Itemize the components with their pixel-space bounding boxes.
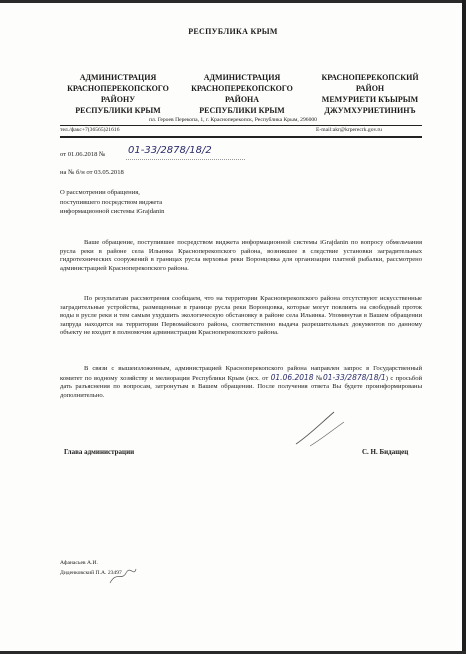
paragraph-1: Ваше обращение, поступившее посредством виджета информационной системы iGrajdanin по вопросу обмельчания русла реки в районе села Ильинка Красноперекопского района, возникшее в следствие установки заградительных гидротехнических сооружений в границах русла верховья реки Воронцовка для организации платной рыбалки, рассмотрено администрацией Красноперекопского района.: [60, 239, 422, 272]
scan-edge-right: [462, 0, 466, 654]
phone-fax: тел./факс+7(36565)21616: [60, 127, 120, 133]
reference-line: на № б/н от 03.05.2018: [60, 169, 124, 176]
outgoing-number-handwritten: 01-33/2878/18/2: [128, 145, 212, 156]
executor-2: Диденковский П.А. 23497: [60, 570, 122, 576]
request-date-handwritten: 01.06.2018: [270, 372, 314, 382]
paragraph-2: По результатам рассмотрения сообщаем, что на территории Красноперекопского района отсутствуют искусственные заградительные устройства, размещенные в границе русла реки Воронцовка, которые могут повлиять на свободный проток воды в русле реки и тем самым ухудшить экологическую обстановку в районе села Ильинка. Упомянутая в Вашем обращении запруда находится на территории Первомайского района, соответственно выдача разрешительных документов по данному объекту не входит в полномочия администрации Красноперекопского района.: [60, 295, 422, 337]
header-column-russian: АДМИНИСТРАЦИЯ КРАСНОПЕРЕКОПСКОГО РАЙОНА РЕСПУБЛИКИ КРЫМ: [191, 73, 293, 115]
signature-scribble: [290, 406, 350, 450]
address-line: пл. Героев Перекопа, 1, г. Красноперекопск, Республика Крым, 296000: [149, 117, 317, 123]
executor-scribble: [108, 567, 138, 587]
paragraph-3: [60, 365, 422, 400]
header-column-crimean-tatar: КРАСНОПЕРЕКОПСКИЙ РАЙОН МЕМУРИЕТИ КЪЫРЫМ ДЖУМХУРИЕТИНИНЪ: [321, 73, 419, 115]
republic-heading: РЕСПУБЛИКА КРЫМ: [188, 27, 278, 36]
outgoing-date: от 01.06.2018 №: [60, 151, 106, 158]
subject-block: О рассмотрении обращения, поступившего посредством виджета информационной системы iGrajdanin: [60, 189, 165, 215]
header-divider-top: [60, 125, 422, 126]
paragraph-3-end: ) с просьбой дать разъяснения по вопросам, затронутым в Вашем обращении. После получения ответа Вы будете проинформированы дополнительно.: [60, 374, 423, 399]
signatory-title: Глава администрации: [64, 448, 135, 456]
outgoing-number-underline: [126, 158, 246, 161]
paragraph-3-start: В связи с вышеизложенным, администрацией Красноперекопского района направлен запрос в Государственный комитет по водному хозяйству и мелиорации Республики Крым (исх. от: [60, 365, 422, 382]
scan-edge-top: [0, 0, 466, 3]
signatory-name: С. Н. Бидащец: [362, 448, 409, 456]
request-number-sign: №: [315, 374, 323, 382]
request-number-handwritten: 01-33/2878/18/1: [322, 372, 386, 382]
email-address: E-mail:akr@krperecrk.gov.ru: [316, 127, 382, 133]
executor-1: Афанасьев А.И.: [60, 560, 98, 566]
header-divider-bottom: [60, 136, 422, 138]
header-column-ukrainian: АДМИНИСТРАЦИЯ КРАСНОПЕРЕКОПСКОГО РАЙОНУ РЕСПУБЛИКИ КРЫМ: [67, 73, 169, 115]
